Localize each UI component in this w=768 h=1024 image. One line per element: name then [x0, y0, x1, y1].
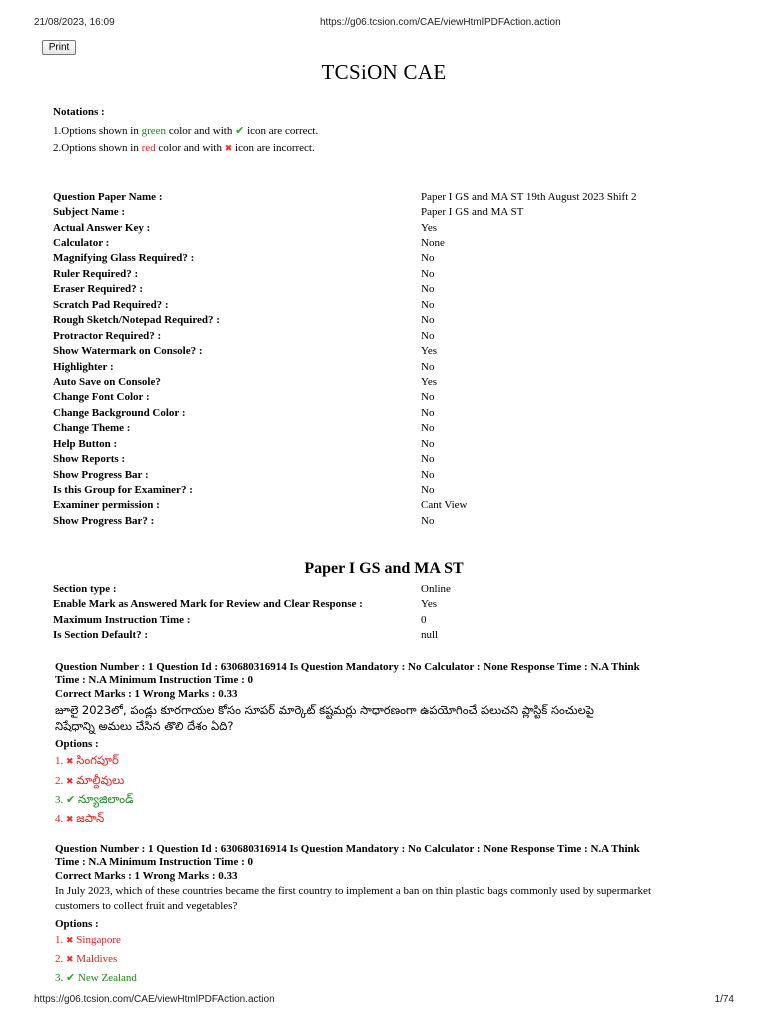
- info-key: Change Font Color :: [53, 391, 150, 404]
- option-number: 3.: [55, 794, 64, 806]
- notation-text: icon are correct.: [244, 124, 319, 137]
- info-row: [53, 204, 637, 219]
- info-row: [53, 266, 637, 281]
- info-key: Scratch Pad Required? :: [53, 298, 169, 311]
- info-row: [53, 612, 451, 627]
- info-value: No: [421, 252, 435, 265]
- info-key: Ruler Required? :: [53, 267, 139, 280]
- info-key: Change Theme :: [53, 422, 131, 435]
- info-value: No: [421, 391, 435, 404]
- info-value: No: [421, 406, 435, 419]
- option-number: 4.: [55, 812, 64, 825]
- browser-print-header: [0, 0, 768, 40]
- footer-url: https://g06.tcsion.com/CAE/viewHtmlPDFAction.action: [34, 994, 275, 1005]
- cross-icon: ✖: [224, 144, 233, 154]
- option-incorrect: [55, 752, 715, 772]
- info-row: [53, 343, 637, 358]
- info-key: Is Section Default? :: [53, 629, 149, 642]
- info-key: Show Reports :: [53, 453, 126, 466]
- notations: [53, 104, 318, 159]
- option-text: జపాన్: [76, 810, 105, 825]
- info-value: No: [421, 267, 435, 280]
- question-block: [55, 843, 715, 988]
- cross-icon: ✖: [66, 936, 74, 946]
- option-text: సింగపూర్: [76, 753, 119, 767]
- question-marks: Correct Marks : 1 Wrong Marks : 0.33: [55, 688, 238, 700]
- info-row: [53, 467, 637, 482]
- info-key: Auto Save on Console?: [53, 375, 161, 388]
- option-incorrect: [55, 951, 715, 970]
- info-key: Examiner permission :: [53, 499, 160, 512]
- info-value: No: [421, 453, 435, 466]
- check-icon: ✔: [66, 971, 76, 984]
- info-key: Rough Sketch/Notepad Required? :: [53, 314, 220, 327]
- section-info-table: [53, 581, 451, 643]
- info-value: Cant View: [421, 499, 468, 512]
- info-row: [53, 405, 637, 420]
- info-value: No: [421, 514, 435, 527]
- option-number: 2.: [55, 774, 64, 787]
- info-value: None: [421, 237, 445, 250]
- notation-text: color and with: [155, 142, 225, 154]
- info-row: [53, 220, 637, 235]
- question-text: [55, 702, 715, 734]
- question-meta: Time : N.A Minimum Instruction Time : 0: [55, 674, 254, 686]
- notations-heading: Notations :: [53, 106, 105, 118]
- option-incorrect: [55, 932, 715, 951]
- section-title: Paper I GS and MA ST: [304, 560, 464, 577]
- info-key: Protractor Required? :: [53, 329, 162, 342]
- question-text: [55, 884, 715, 914]
- info-row: [53, 251, 637, 266]
- info-value: No: [421, 484, 435, 497]
- info-row: [53, 421, 637, 436]
- check-icon: ✔: [66, 793, 76, 806]
- info-value: Yes: [421, 375, 438, 388]
- option-correct: [55, 969, 715, 988]
- option-correct: [55, 791, 715, 810]
- info-key: Question Paper Name :: [53, 190, 163, 203]
- info-key: Section type :: [53, 582, 117, 595]
- info-row: [53, 235, 637, 250]
- info-value: No: [421, 329, 435, 342]
- info-value: Paper I GS and MA ST: [421, 206, 524, 219]
- info-row: [53, 359, 637, 374]
- info-row: [53, 627, 451, 642]
- option-number: 2.: [55, 952, 64, 965]
- info-row: [53, 297, 637, 312]
- option-text: Maldives: [76, 952, 118, 965]
- notation-incorrect: [53, 140, 318, 159]
- info-row: [53, 581, 451, 596]
- info-value: No: [421, 314, 435, 327]
- notation-green-word: green: [141, 124, 167, 137]
- info-row: [53, 482, 637, 497]
- option-text: New Zealand: [77, 972, 137, 984]
- question-block: [55, 661, 715, 829]
- paper-info-table: [53, 189, 637, 529]
- question-text-line: జూలై 2023లో, పండ్లు కూరగాయల కోసం సూపర్ మార్కెట్ కష్టమర్లు సాధారణంగా ఉపయోగించే పలుచని ప్లాస్టిక్ సంచులపై: [55, 703, 594, 717]
- info-key: Help Button :: [53, 437, 118, 450]
- options-label: Options :: [55, 918, 99, 930]
- info-key: Show Progress Bar? :: [53, 514, 155, 527]
- notation-text: icon are incorrect.: [232, 142, 315, 154]
- option-incorrect: [55, 772, 715, 792]
- page-number: 1/74: [714, 994, 734, 1005]
- info-key: Eraser Required? :: [53, 283, 144, 296]
- options-label: Options :: [55, 738, 99, 750]
- info-key: Show Watermark on Console? :: [53, 345, 203, 358]
- option-number: 1.: [55, 755, 64, 767]
- page-title: TCSiON CAE: [321, 60, 447, 84]
- notation-text: color and with: [166, 124, 236, 137]
- notation-correct: [53, 122, 318, 141]
- info-key: Change Background Color :: [53, 406, 186, 419]
- info-value: null: [421, 629, 439, 642]
- info-key: Show Progress Bar :: [53, 468, 149, 481]
- info-key: Highlighter :: [53, 360, 114, 373]
- info-value: 0: [421, 613, 427, 626]
- cross-icon: ✖: [66, 776, 74, 787]
- info-value: No: [421, 360, 435, 373]
- info-row: [53, 390, 637, 405]
- info-value: Yes: [421, 345, 438, 358]
- question-text-line: customers to collect fruit and vegetables?: [55, 900, 238, 912]
- info-value: No: [421, 283, 435, 296]
- question-meta: Question Number : 1 Question Id : 630680316914 Is Question Mandatory : No Calculator : None Response Time : N.A Think: [55, 843, 640, 855]
- info-value: No: [421, 422, 435, 435]
- question-text-line: నిషేధాన్ని అమలు చేసిన తొలి దేశం ఏది?: [55, 719, 234, 733]
- info-key: Actual Answer Key :: [53, 221, 151, 234]
- option-incorrect: [55, 810, 715, 830]
- info-key: Is this Group for Examiner? :: [53, 484, 193, 497]
- question-meta: Time : N.A Minimum Instruction Time : 0: [55, 856, 254, 868]
- info-row: [53, 374, 637, 389]
- info-row: [53, 596, 451, 611]
- info-key: Maximum Instruction Time :: [53, 613, 191, 626]
- info-key: Magnifying Glass Required? :: [53, 252, 195, 265]
- option-number: 3.: [55, 972, 64, 984]
- info-row: [53, 513, 637, 528]
- info-row: [53, 451, 637, 466]
- option-number: 1.: [55, 934, 64, 946]
- info-row: [53, 498, 637, 513]
- option-text: న్యూజిలాండ్: [77, 792, 134, 806]
- info-row: [53, 436, 637, 451]
- info-value: Yes: [421, 598, 438, 611]
- info-value: Paper I GS and MA ST 19th August 2023 Shift 2: [421, 190, 637, 203]
- info-value: No: [421, 437, 435, 450]
- info-value: Online: [421, 582, 451, 595]
- info-value: Yes: [421, 221, 438, 234]
- notation-text: 1.Options shown in: [53, 124, 142, 137]
- question-text-line: In July 2023, which of these countries became the first country to implement a ban on thin plastic bags commonly used by supermarket: [55, 885, 651, 897]
- option-text: మాల్దీవులు: [76, 772, 125, 787]
- info-row: [53, 189, 637, 204]
- print-datetime: 21/08/2023, 16:09: [34, 17, 115, 28]
- info-row: [53, 328, 637, 343]
- info-value: No: [421, 298, 435, 311]
- question-meta: Question Number : 1 Question Id : 630680316914 Is Question Mandatory : No Calculator : None Response Time : N.A Think: [55, 661, 640, 673]
- info-row: [53, 313, 637, 328]
- cross-icon: ✖: [66, 954, 74, 965]
- notation-text: 2.Options shown in: [53, 142, 142, 154]
- cross-icon: ✖: [66, 757, 74, 767]
- cross-icon: ✖: [66, 814, 74, 825]
- info-row: [53, 282, 637, 297]
- info-value: No: [421, 468, 435, 481]
- option-text: Singapore: [76, 934, 121, 946]
- info-key: Enable Mark as Answered Mark for Review and Clear Response :: [53, 598, 363, 611]
- print-url: https://g06.tcsion.com/CAE/viewHtmlPDFAction.action: [320, 17, 561, 28]
- notation-red-word: red: [141, 142, 156, 154]
- print-button[interactable]: Print: [42, 40, 76, 55]
- info-key: Calculator :: [53, 237, 110, 250]
- info-key: Subject Name :: [53, 206, 126, 219]
- check-icon: ✔: [235, 123, 245, 137]
- question-marks: Correct Marks : 1 Wrong Marks : 0.33: [55, 870, 238, 882]
